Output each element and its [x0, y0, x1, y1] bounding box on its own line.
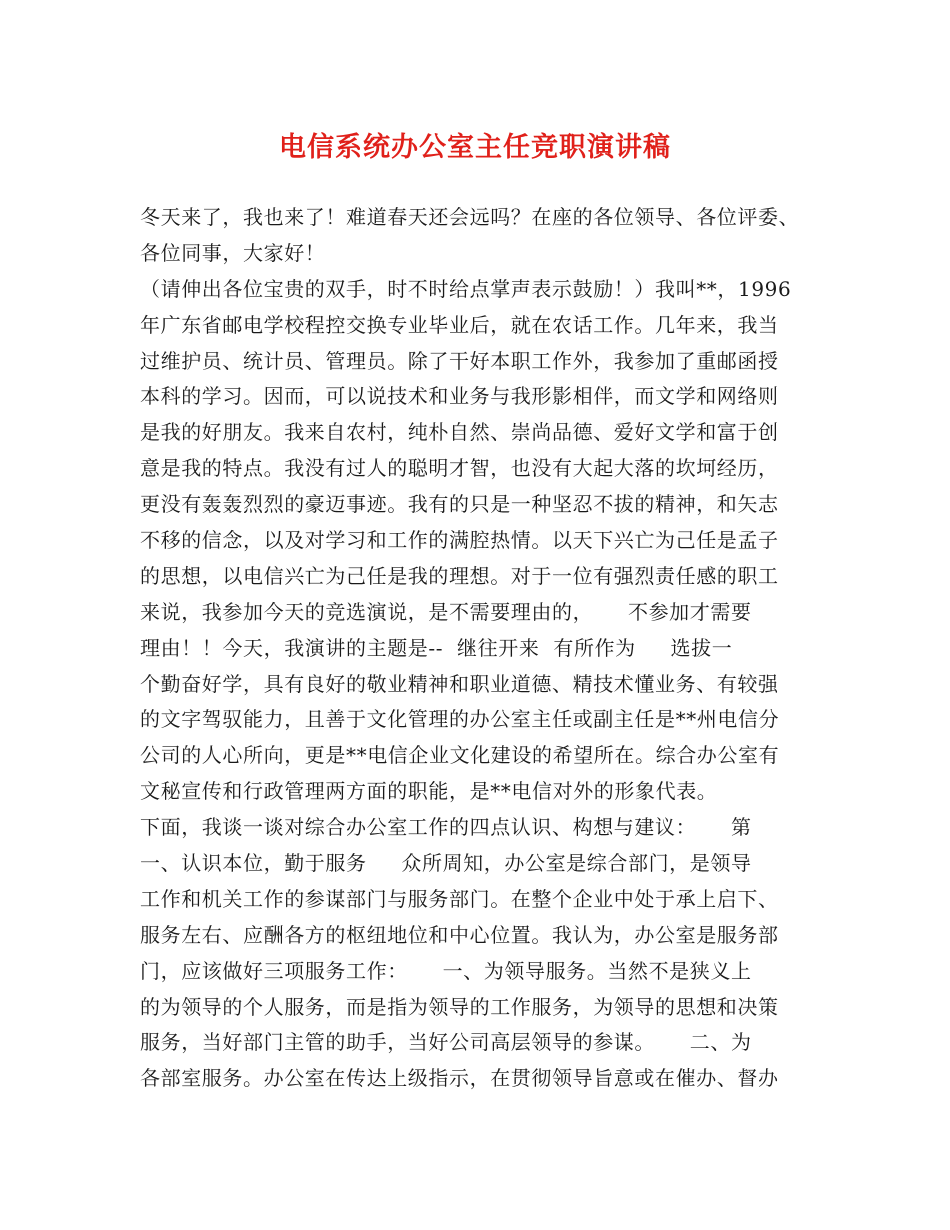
- text-line: 文秘宣传和行政管理两方面的职能，是**电信对外的形象代表。: [140, 779, 718, 804]
- text-line: 本科的学习。因而，可以说技术和业务与我形影相伴，而文学和网络则: [140, 384, 779, 409]
- text-line: 的文字驾驭能力，且善于文化管理的办公室主任或副主任是**州电信分: [140, 707, 780, 732]
- text-line: 的思想，以电信兴亡为己任是我的理想。对于一位有强烈责任感的职工: [140, 563, 779, 588]
- text-line: 来说，我参加今天的竞选演说，是不需要理由的， 不参加才需要: [140, 599, 752, 624]
- document-body: [140, 200, 830, 1097]
- text-line: 服务左右、应酬各方的枢纽地位和中心位置。我认为，办公室是服务部: [140, 922, 779, 947]
- text-line: 公司的人心所向，更是**电信企业文化建设的希望所在。综合办公室有: [140, 743, 780, 768]
- text-line: 一、认识本位，勤于服务 众所周知，办公室是综合部门，是领导: [140, 851, 752, 876]
- text-line: 不移的信念，以及对学习和工作的满腔热情。以天下兴亡为己任是孟子: [140, 528, 779, 553]
- text-line: 门，应该做好三项服务工作： 一、为领导服务。当然不是狭义上: [140, 958, 752, 983]
- text-line: 各部室服务。办公室在传达上级指示，在贯彻领导旨意或在催办、督办: [140, 1066, 779, 1091]
- text-line: 个勤奋好学，具有良好的敬业精神和职业道德、精技术懂业务、有较强: [140, 671, 779, 696]
- text-line: 工作和机关工作的参谋部门与服务部门。在整个企业中处于承上启下、: [140, 886, 779, 911]
- text-line: 各位同事，大家好！: [140, 240, 326, 265]
- text-line: 冬天来了，我也来了！难道春天还会远吗？在座的各位领导、各位评委、: [140, 205, 800, 229]
- text-line: 服务，当好部门主管的助手，当好公司高层领导的参谋。 二、为: [140, 1030, 752, 1055]
- text-line: 过维护员、统计员、管理员。除了干好本职工作外，我参加了重邮函授: [140, 348, 779, 373]
- text-line: 理由！！今天，我演讲的主题是-- 继往开来 有所作为 选拔一: [140, 635, 733, 660]
- text-line: 下面，我谈一谈对综合办公室工作的四点认识、构想与建议： 第: [140, 815, 752, 840]
- text-line: 的为领导的个人服务，而是指为领导的工作服务，为领导的思想和决策: [140, 994, 779, 1019]
- text-line: 意是我的特点。我没有过人的聪明才智，也没有大起大落的坎坷经历，: [140, 456, 779, 481]
- text-line: 是我的好朋友。我来自农村，纯朴自然、崇尚品德、爱好文学和富于创: [140, 420, 779, 445]
- text-line: 年广东省邮电学校程控交换专业毕业后，就在农话工作。几年来，我当: [140, 312, 779, 337]
- text-line: 更没有轰轰烈烈的豪迈事迹。我有的只是一种坚忍不拔的精神，和矢志: [140, 492, 779, 517]
- text-line: （请伸出各位宝贵的双手，时不时给点掌声表示鼓励！）我叫**，1996: [140, 276, 792, 301]
- document-title: 电信系统办公室主任竞职演讲稿: [279, 132, 671, 163]
